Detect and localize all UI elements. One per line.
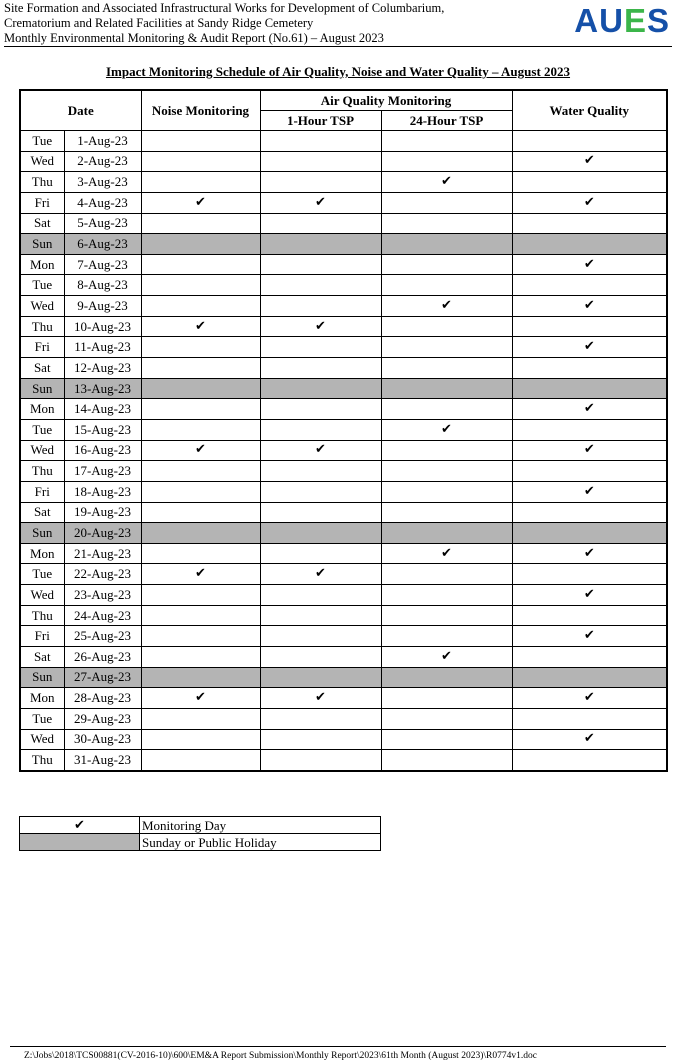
water-cell: ✔ <box>512 296 667 317</box>
water-cell <box>512 605 667 626</box>
tsp24-cell <box>381 337 512 358</box>
noise-cell <box>141 481 260 502</box>
day-cell: Wed <box>20 585 64 606</box>
tsp24-cell <box>381 234 512 255</box>
noise-cell <box>141 337 260 358</box>
water-cell: ✔ <box>512 626 667 647</box>
table-row <box>20 234 667 255</box>
tsp1-cell <box>260 729 381 750</box>
day-cell: Mon <box>20 543 64 564</box>
tsp24-cell <box>381 399 512 420</box>
date-cell: 26-Aug-23 <box>64 647 141 668</box>
water-cell: ✔ <box>512 481 667 502</box>
tsp1-cell <box>260 543 381 564</box>
tsp24-cell: ✔ <box>381 543 512 564</box>
noise-cell <box>141 254 260 275</box>
tsp24-cell <box>381 440 512 461</box>
table-row <box>20 192 667 213</box>
tsp24-cell <box>381 564 512 585</box>
noise-cell <box>141 419 260 440</box>
noise-cell <box>141 647 260 668</box>
table-row <box>20 172 667 193</box>
table-row <box>20 523 667 544</box>
tsp1-cell: ✔ <box>260 564 381 585</box>
date-cell: 2-Aug-23 <box>64 151 141 172</box>
tsp1-cell <box>260 172 381 193</box>
noise-cell <box>141 151 260 172</box>
header-noise: Noise Monitoring <box>141 90 260 131</box>
water-cell <box>512 234 667 255</box>
header-air-quality: Air Quality Monitoring <box>260 90 512 111</box>
table-row <box>20 419 667 440</box>
header-date: Date <box>20 90 141 131</box>
tsp24-cell <box>381 461 512 482</box>
water-cell <box>512 523 667 544</box>
date-cell: 10-Aug-23 <box>64 316 141 337</box>
table-row <box>20 605 667 626</box>
water-cell <box>512 275 667 296</box>
tsp1-cell <box>260 605 381 626</box>
noise-cell <box>141 358 260 379</box>
table-row <box>20 296 667 317</box>
noise-cell <box>141 708 260 729</box>
legend-row-monitoring <box>20 817 381 834</box>
noise-cell: ✔ <box>141 192 260 213</box>
tsp1-cell <box>260 419 381 440</box>
tsp24-cell <box>381 688 512 709</box>
water-cell: ✔ <box>512 337 667 358</box>
tsp24-cell <box>381 131 512 152</box>
day-cell: Fri <box>20 626 64 647</box>
tsp24-cell <box>381 605 512 626</box>
water-cell: ✔ <box>512 543 667 564</box>
noise-cell <box>141 399 260 420</box>
table-row <box>20 440 667 461</box>
noise-cell <box>141 729 260 750</box>
noise-cell <box>141 378 260 399</box>
tsp24-cell <box>381 254 512 275</box>
check-icon: ✔ <box>20 817 140 834</box>
noise-cell <box>141 502 260 523</box>
tsp24-cell <box>381 316 512 337</box>
day-cell: Mon <box>20 399 64 420</box>
tsp1-cell <box>260 358 381 379</box>
table-row <box>20 151 667 172</box>
day-cell: Tue <box>20 419 64 440</box>
date-cell: 21-Aug-23 <box>64 543 141 564</box>
day-cell: Thu <box>20 750 64 771</box>
noise-cell: ✔ <box>141 564 260 585</box>
day-cell: Mon <box>20 254 64 275</box>
tsp1-cell <box>260 378 381 399</box>
date-cell: 28-Aug-23 <box>64 688 141 709</box>
water-cell <box>512 213 667 234</box>
noise-cell <box>141 172 260 193</box>
water-cell: ✔ <box>512 585 667 606</box>
water-cell <box>512 564 667 585</box>
noise-cell: ✔ <box>141 688 260 709</box>
day-cell: Wed <box>20 151 64 172</box>
date-cell: 11-Aug-23 <box>64 337 141 358</box>
tsp1-cell <box>260 461 381 482</box>
tsp24-cell <box>381 358 512 379</box>
table-row <box>20 750 667 771</box>
table-row <box>20 564 667 585</box>
day-cell: Tue <box>20 131 64 152</box>
table-row <box>20 254 667 275</box>
day-cell: Tue <box>20 275 64 296</box>
day-cell: Sat <box>20 358 64 379</box>
noise-cell <box>141 667 260 688</box>
tsp1-cell <box>260 337 381 358</box>
legend-holiday-label: Sunday or Public Holiday <box>140 834 381 851</box>
tsp1-cell <box>260 275 381 296</box>
water-cell <box>512 419 667 440</box>
noise-cell <box>141 461 260 482</box>
header-line-1: Site Formation and Associated Infrastructural Works for Development of Columbarium, <box>4 1 445 15</box>
noise-cell <box>141 275 260 296</box>
noise-cell <box>141 131 260 152</box>
legend-table <box>19 816 381 851</box>
date-cell: 22-Aug-23 <box>64 564 141 585</box>
tsp24-cell <box>381 750 512 771</box>
header-line-2: Crematorium and Related Facilities at Sandy Ridge Cemetery <box>4 16 314 30</box>
header-text <box>4 1 444 46</box>
date-cell: 25-Aug-23 <box>64 626 141 647</box>
schedule-body <box>20 131 667 771</box>
water-cell <box>512 316 667 337</box>
noise-cell <box>141 605 260 626</box>
table-row <box>20 481 667 502</box>
water-cell <box>512 708 667 729</box>
tsp1-cell <box>260 585 381 606</box>
table-row <box>20 131 667 152</box>
day-cell: Thu <box>20 605 64 626</box>
day-cell: Sat <box>20 502 64 523</box>
date-cell: 9-Aug-23 <box>64 296 141 317</box>
tsp24-cell <box>381 213 512 234</box>
tsp1-cell <box>260 647 381 668</box>
day-cell: Thu <box>20 172 64 193</box>
header-1hour-tsp: 1-Hour TSP <box>260 111 381 131</box>
table-row <box>20 585 667 606</box>
header-water-quality: Water Quality <box>512 90 667 131</box>
tsp1-cell <box>260 296 381 317</box>
tsp1-cell: ✔ <box>260 688 381 709</box>
tsp1-cell <box>260 750 381 771</box>
tsp24-cell <box>381 192 512 213</box>
water-cell <box>512 750 667 771</box>
water-cell <box>512 172 667 193</box>
day-cell: Mon <box>20 688 64 709</box>
tsp1-cell <box>260 399 381 420</box>
date-cell: 7-Aug-23 <box>64 254 141 275</box>
noise-cell: ✔ <box>141 316 260 337</box>
table-row <box>20 502 667 523</box>
table-row <box>20 275 667 296</box>
footer-rule <box>10 1046 666 1047</box>
date-cell: 27-Aug-23 <box>64 667 141 688</box>
water-cell: ✔ <box>512 688 667 709</box>
water-cell <box>512 461 667 482</box>
water-cell: ✔ <box>512 151 667 172</box>
table-row <box>20 358 667 379</box>
day-cell: Wed <box>20 296 64 317</box>
day-cell: Sun <box>20 523 64 544</box>
day-cell: Fri <box>20 192 64 213</box>
day-cell: Sat <box>20 647 64 668</box>
page-header <box>4 0 672 47</box>
date-cell: 6-Aug-23 <box>64 234 141 255</box>
noise-cell <box>141 585 260 606</box>
tsp1-cell <box>260 502 381 523</box>
date-cell: 31-Aug-23 <box>64 750 141 771</box>
holiday-swatch <box>20 834 140 851</box>
water-cell <box>512 378 667 399</box>
tsp1-cell <box>260 151 381 172</box>
date-cell: 3-Aug-23 <box>64 172 141 193</box>
date-cell: 16-Aug-23 <box>64 440 141 461</box>
date-cell: 24-Aug-23 <box>64 605 141 626</box>
date-cell: 14-Aug-23 <box>64 399 141 420</box>
tsp1-cell <box>260 523 381 544</box>
tsp1-cell <box>260 626 381 647</box>
header-24hour-tsp: 24-Hour TSP <box>381 111 512 131</box>
tsp1-cell: ✔ <box>260 192 381 213</box>
noise-cell <box>141 543 260 564</box>
table-row <box>20 543 667 564</box>
date-cell: 23-Aug-23 <box>64 585 141 606</box>
aues-logo: AUES <box>574 2 670 39</box>
water-cell <box>512 131 667 152</box>
date-cell: 18-Aug-23 <box>64 481 141 502</box>
day-cell: Thu <box>20 316 64 337</box>
table-row <box>20 729 667 750</box>
tsp24-cell: ✔ <box>381 647 512 668</box>
table-row <box>20 708 667 729</box>
date-cell: 5-Aug-23 <box>64 213 141 234</box>
tsp24-cell <box>381 667 512 688</box>
tsp1-cell <box>260 254 381 275</box>
day-cell: Sun <box>20 378 64 399</box>
day-cell: Sun <box>20 234 64 255</box>
date-cell: 19-Aug-23 <box>64 502 141 523</box>
water-cell: ✔ <box>512 399 667 420</box>
date-cell: 1-Aug-23 <box>64 131 141 152</box>
noise-cell <box>141 213 260 234</box>
date-cell: 8-Aug-23 <box>64 275 141 296</box>
tsp24-cell <box>381 502 512 523</box>
noise-cell <box>141 523 260 544</box>
tsp1-cell <box>260 213 381 234</box>
water-cell <box>512 647 667 668</box>
day-cell: Tue <box>20 708 64 729</box>
day-cell: Wed <box>20 440 64 461</box>
table-row <box>20 626 667 647</box>
legend-monitoring-label: Monitoring Day <box>140 817 381 834</box>
water-cell <box>512 667 667 688</box>
date-cell: 30-Aug-23 <box>64 729 141 750</box>
day-cell: Fri <box>20 481 64 502</box>
day-cell: Wed <box>20 729 64 750</box>
table-row <box>20 461 667 482</box>
table-row <box>20 316 667 337</box>
table-row <box>20 213 667 234</box>
tsp24-cell: ✔ <box>381 419 512 440</box>
date-cell: 29-Aug-23 <box>64 708 141 729</box>
date-cell: 13-Aug-23 <box>64 378 141 399</box>
water-cell: ✔ <box>512 192 667 213</box>
tsp1-cell: ✔ <box>260 440 381 461</box>
header-line-3: Monthly Environmental Monitoring & Audit Report (No.61) – August 2023 <box>4 31 384 45</box>
table-row <box>20 688 667 709</box>
tsp24-cell <box>381 523 512 544</box>
table-row <box>20 399 667 420</box>
date-cell: 4-Aug-23 <box>64 192 141 213</box>
tsp24-cell <box>381 585 512 606</box>
tsp1-cell: ✔ <box>260 316 381 337</box>
footer-file-path: Z:\Jobs\2018\TCS00881(CV-2016-10)\600\EM&A Report Submission\Monthly Report\2023\61th Month (August 2023)\R0774v1.doc <box>24 1051 537 1061</box>
water-cell: ✔ <box>512 729 667 750</box>
legend-row-holiday <box>20 834 381 851</box>
water-cell <box>512 358 667 379</box>
tsp1-cell <box>260 481 381 502</box>
tsp24-cell <box>381 626 512 647</box>
water-cell: ✔ <box>512 254 667 275</box>
day-cell: Sun <box>20 667 64 688</box>
day-cell: Sat <box>20 213 64 234</box>
tsp1-cell <box>260 667 381 688</box>
noise-cell: ✔ <box>141 440 260 461</box>
table-row <box>20 647 667 668</box>
tsp24-cell: ✔ <box>381 296 512 317</box>
schedule-title: Impact Monitoring Schedule of Air Quality, Noise and Water Quality – August 2023 <box>105 64 571 79</box>
water-cell <box>512 502 667 523</box>
tsp1-cell <box>260 131 381 152</box>
tsp24-cell: ✔ <box>381 172 512 193</box>
water-cell: ✔ <box>512 440 667 461</box>
table-row <box>20 667 667 688</box>
table-row <box>20 378 667 399</box>
tsp24-cell <box>381 729 512 750</box>
tsp24-cell <box>381 275 512 296</box>
noise-cell <box>141 234 260 255</box>
noise-cell <box>141 626 260 647</box>
date-cell: 17-Aug-23 <box>64 461 141 482</box>
table-row <box>20 337 667 358</box>
day-cell: Fri <box>20 337 64 358</box>
date-cell: 15-Aug-23 <box>64 419 141 440</box>
date-cell: 12-Aug-23 <box>64 358 141 379</box>
tsp24-cell <box>381 151 512 172</box>
tsp24-cell <box>381 481 512 502</box>
day-cell: Tue <box>20 564 64 585</box>
tsp24-cell <box>381 378 512 399</box>
tsp1-cell <box>260 708 381 729</box>
noise-cell <box>141 296 260 317</box>
day-cell: Thu <box>20 461 64 482</box>
tsp24-cell <box>381 708 512 729</box>
tsp1-cell <box>260 234 381 255</box>
monitoring-schedule-table <box>19 89 668 772</box>
date-cell: 20-Aug-23 <box>64 523 141 544</box>
noise-cell <box>141 750 260 771</box>
